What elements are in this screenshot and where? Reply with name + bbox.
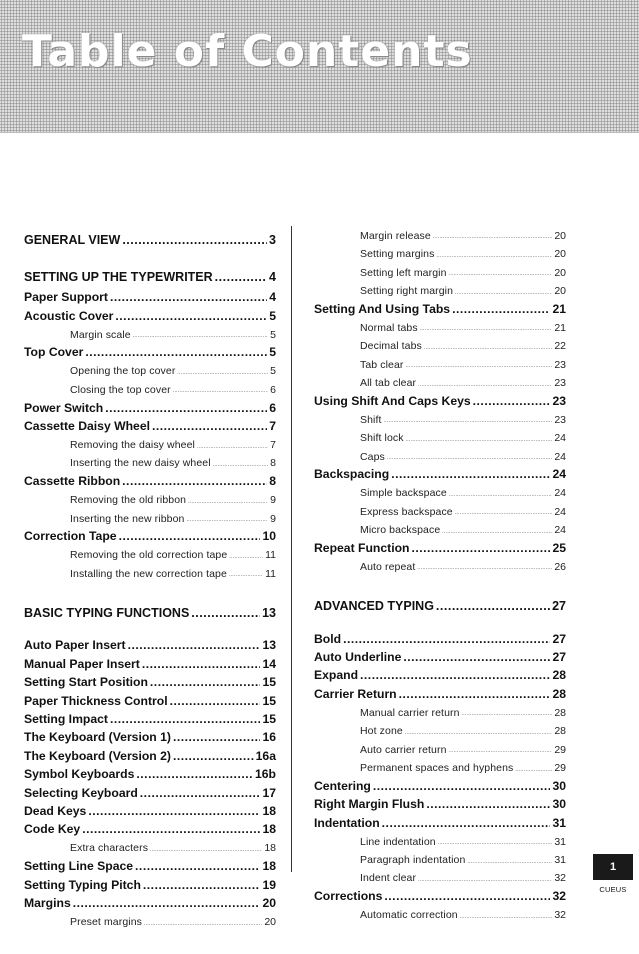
toc-left-column bbox=[24, 226, 276, 931]
toc-entry-label: The Keyboard (Version 2) bbox=[24, 748, 171, 763]
toc-entry-label: Caps bbox=[360, 450, 385, 463]
toc-entry-label: Auto Paper Insert bbox=[24, 638, 126, 653]
toc-head-entry bbox=[314, 777, 566, 795]
toc-head-entry bbox=[24, 636, 276, 654]
toc-sub-entry bbox=[314, 832, 566, 850]
toc-entry-page: 10 bbox=[262, 529, 276, 544]
dot-leader bbox=[418, 383, 552, 388]
toc-entry-label: BASIC TYPING FUNCTIONS bbox=[24, 605, 190, 620]
toc-entry-page: 15 bbox=[262, 712, 276, 726]
dot-leader bbox=[191, 607, 260, 620]
dot-leader bbox=[449, 493, 553, 498]
toc-head-entry bbox=[24, 894, 276, 912]
toc-entry-page: 11 bbox=[265, 567, 276, 580]
dot-leader bbox=[119, 530, 261, 542]
toc-sub-entry bbox=[314, 318, 566, 336]
toc-entry-label: Auto carrier return bbox=[360, 743, 447, 756]
toc-entry-label: Tab clear bbox=[360, 358, 404, 371]
toc-head-entry bbox=[24, 710, 276, 728]
toc-entry-label: Line indentation bbox=[360, 835, 436, 848]
toc-entry-page: 24 bbox=[554, 487, 566, 500]
dot-leader bbox=[515, 768, 552, 773]
toc-head-entry bbox=[24, 802, 276, 820]
dot-leader bbox=[418, 878, 552, 883]
toc-entry-page: 23 bbox=[552, 393, 566, 408]
toc-entry-page: 5 bbox=[269, 345, 276, 360]
toc-head-entry bbox=[24, 527, 276, 545]
toc-section-entry bbox=[24, 599, 276, 624]
toc-entry-label: Margin release bbox=[360, 229, 431, 242]
toc-entry-page: 8 bbox=[269, 474, 276, 489]
dot-leader bbox=[406, 438, 553, 443]
toc-entry-page: 24 bbox=[554, 432, 566, 445]
toc-section-entry bbox=[24, 263, 276, 288]
toc-entry-page: 4 bbox=[269, 269, 276, 284]
toc-entry-label: Manual carrier return bbox=[360, 706, 460, 719]
toc-sub-entry bbox=[24, 362, 276, 380]
dot-leader bbox=[360, 669, 550, 681]
toc-entry-label: Setting Impact bbox=[24, 712, 108, 726]
dot-leader bbox=[449, 749, 553, 754]
toc-sub-entry bbox=[314, 244, 566, 262]
toc-entry-label: Preset margins bbox=[70, 916, 143, 928]
toc-entry-page: 16 bbox=[262, 730, 276, 745]
section-tab-marker bbox=[593, 854, 633, 880]
toc-entry-label: Selecting Keyboard bbox=[24, 785, 138, 800]
toc-entry-page: 25 bbox=[552, 540, 566, 555]
toc-sub-entry bbox=[24, 435, 276, 453]
dot-leader bbox=[387, 456, 552, 461]
dot-leader bbox=[403, 651, 550, 663]
toc-entry-label: Removing the daisy wheel bbox=[70, 439, 195, 452]
toc-head-entry bbox=[314, 887, 566, 905]
dot-leader bbox=[436, 254, 552, 259]
toc-entry-label: Margin scale bbox=[70, 328, 131, 341]
toc-entry-label: Extra characters bbox=[70, 842, 149, 855]
toc-entry-page: 27 bbox=[552, 650, 566, 664]
toc-entry-label: SETTING UP THE TYPEWRITER bbox=[24, 269, 213, 284]
toc-sub-entry bbox=[314, 905, 566, 923]
toc-entry-label: Decimal tabs bbox=[360, 340, 422, 353]
dot-leader bbox=[110, 713, 260, 725]
toc-head-entry bbox=[314, 666, 566, 684]
page-title: Table of Contents bbox=[22, 26, 473, 77]
dot-leader bbox=[143, 879, 261, 891]
toc-head-entry bbox=[314, 465, 566, 483]
toc-entry-page: 23 bbox=[554, 413, 566, 426]
toc-sub-entry bbox=[314, 502, 566, 520]
toc-entry-label: Paper Thickness Control bbox=[24, 693, 168, 708]
toc-sub-entry bbox=[314, 703, 566, 721]
toc-entry-page: 5 bbox=[270, 365, 276, 378]
toc-entry-label: Paragraph indentation bbox=[360, 854, 466, 866]
toc-entry-label: Setting And Using Tabs bbox=[314, 301, 451, 316]
toc-sub-entry bbox=[314, 428, 566, 446]
toc-entry-label: Inserting the new ribbon bbox=[70, 512, 185, 525]
toc-entry-label: Paper Support bbox=[24, 290, 108, 305]
dot-leader bbox=[105, 402, 267, 414]
toc-entry-label: Cassette Daisy Wheel bbox=[24, 418, 150, 433]
dot-leader bbox=[452, 303, 550, 315]
dot-leader bbox=[373, 780, 551, 792]
dot-leader bbox=[405, 731, 552, 736]
toc-entry-page: 19 bbox=[262, 877, 276, 892]
toc-head-entry bbox=[314, 300, 566, 318]
dot-leader bbox=[128, 639, 261, 651]
toc-entry-label: Setting Start Position bbox=[24, 675, 148, 690]
toc-entry-page: 15 bbox=[262, 693, 276, 708]
toc-entry-label: Closing the top cover bbox=[70, 383, 171, 396]
toc-entry-label: Centering bbox=[314, 778, 371, 793]
dot-leader bbox=[173, 389, 268, 394]
toc-entry-page: 31 bbox=[552, 815, 566, 830]
toc-entry-page: 8 bbox=[270, 457, 276, 470]
toc-sub-entry bbox=[24, 509, 276, 527]
dot-leader bbox=[110, 291, 267, 303]
dot-leader bbox=[438, 841, 553, 846]
toc-sub-entry bbox=[314, 520, 566, 538]
toc-entry-page: 20 bbox=[554, 248, 566, 261]
dot-leader bbox=[88, 805, 260, 817]
dot-leader bbox=[391, 468, 550, 480]
toc-sub-entry bbox=[314, 336, 566, 354]
section-tab-label: CUEUS bbox=[599, 885, 627, 894]
toc-entry-page: 18 bbox=[262, 803, 276, 818]
toc-entry-label: Simple backspace bbox=[360, 487, 447, 500]
dot-leader bbox=[406, 364, 553, 369]
dot-leader bbox=[173, 750, 254, 762]
dot-leader bbox=[150, 676, 261, 688]
toc-entry-page: 5 bbox=[269, 308, 276, 323]
toc-head-entry bbox=[24, 417, 276, 435]
toc-entry-label: Shift bbox=[360, 413, 382, 426]
toc-entry-label: Removing the old correction tape bbox=[70, 549, 228, 562]
toc-sub-entry bbox=[314, 740, 566, 758]
toc-entry-page: 6 bbox=[270, 383, 276, 396]
toc-entry-label: Opening the top cover bbox=[70, 365, 176, 378]
column-divider bbox=[291, 226, 292, 872]
toc-head-entry bbox=[24, 747, 276, 765]
dot-leader bbox=[144, 922, 262, 927]
dot-leader bbox=[213, 463, 269, 468]
toc-head-entry bbox=[24, 875, 276, 893]
dot-leader bbox=[197, 445, 268, 450]
toc-head-entry bbox=[24, 820, 276, 838]
toc-entry-page: 31 bbox=[554, 854, 566, 866]
toc-entry-label: Removing the old ribbon bbox=[70, 494, 187, 507]
dot-leader bbox=[135, 860, 260, 872]
toc-sub-entry bbox=[314, 447, 566, 465]
toc-entry-page: 23 bbox=[554, 358, 566, 371]
toc-entry-page: 11 bbox=[265, 549, 276, 562]
toc-sub-entry bbox=[314, 483, 566, 501]
toc-head-entry bbox=[24, 765, 276, 783]
dot-leader bbox=[473, 395, 551, 407]
toc-entry-page: 24 bbox=[552, 467, 566, 482]
toc-entry-label: Symbol Keyboards bbox=[24, 767, 135, 782]
toc-entry-label: Setting margins bbox=[360, 248, 435, 261]
dot-leader bbox=[122, 475, 267, 487]
toc-sub-entry bbox=[314, 758, 566, 776]
toc-entry-page: 24 bbox=[554, 524, 566, 537]
toc-entry-page: 20 bbox=[554, 266, 566, 279]
toc-entry-label: Repeat Function bbox=[314, 540, 410, 555]
toc-entry-label: Express backspace bbox=[360, 505, 453, 518]
dot-leader bbox=[467, 860, 552, 865]
dot-leader bbox=[186, 518, 268, 523]
dot-leader bbox=[115, 310, 267, 322]
dot-leader bbox=[133, 334, 268, 339]
toc-head-entry bbox=[314, 629, 566, 647]
dot-leader bbox=[384, 419, 553, 424]
toc-entry-label: Normal tabs bbox=[360, 321, 418, 334]
toc-entry-page: 14 bbox=[262, 656, 276, 671]
toc-entry-page: 29 bbox=[554, 743, 566, 756]
toc-entry-page: 20 bbox=[264, 916, 276, 928]
toc-entry-page: 20 bbox=[554, 285, 566, 298]
toc-sub-entry bbox=[314, 226, 566, 244]
toc-entry-label: Bold bbox=[314, 631, 342, 646]
toc-sub-entry bbox=[314, 263, 566, 281]
toc-entry-page: 5 bbox=[270, 328, 276, 341]
toc-entry-page: 27 bbox=[552, 598, 566, 613]
dot-leader bbox=[420, 327, 553, 332]
dot-leader bbox=[73, 897, 261, 909]
toc-entry-label: ADVANCED TYPING bbox=[314, 598, 434, 613]
toc-entry-label: Code Key bbox=[24, 822, 81, 837]
toc-entry-label: Expand bbox=[314, 668, 359, 683]
toc-entry-page: 22 bbox=[554, 340, 566, 353]
dot-leader bbox=[455, 511, 553, 516]
toc-entry-label: Indent clear bbox=[360, 872, 417, 885]
dot-leader bbox=[455, 291, 552, 296]
dot-leader bbox=[436, 600, 550, 613]
toc-sub-entry bbox=[24, 325, 276, 343]
toc-entry-page: 7 bbox=[269, 418, 276, 433]
toc-entry-page: 16a bbox=[255, 748, 276, 763]
toc-entry-label: Acoustic Cover bbox=[24, 308, 114, 323]
toc-entry-label: Right Margin Flush bbox=[314, 797, 425, 812]
toc-entry-label: Automatic correction bbox=[360, 909, 458, 922]
toc-sub-entry bbox=[24, 564, 276, 582]
toc-sub-entry bbox=[314, 557, 566, 575]
dot-leader bbox=[462, 712, 553, 717]
toc-sub-entry bbox=[24, 380, 276, 398]
dot-leader bbox=[152, 420, 267, 432]
toc-entry-page: 31 bbox=[554, 835, 566, 848]
toc-entry-label: Permanent spaces and hyphens bbox=[360, 762, 514, 775]
toc-head-entry bbox=[24, 472, 276, 490]
toc-entry-page: 16b bbox=[254, 767, 276, 782]
dot-leader bbox=[136, 768, 253, 780]
toc-head-entry bbox=[24, 691, 276, 709]
toc-head-entry bbox=[24, 728, 276, 746]
toc-entry-label: Auto repeat bbox=[360, 560, 416, 573]
toc-entry-page: 4 bbox=[269, 290, 276, 305]
toc-entry-label: Indentation bbox=[314, 815, 380, 830]
dot-leader bbox=[85, 346, 267, 358]
dot-leader bbox=[82, 823, 260, 835]
toc-section-entry bbox=[24, 226, 276, 251]
toc-entry-page: 20 bbox=[554, 229, 566, 242]
toc-head-entry bbox=[24, 288, 276, 306]
dot-leader bbox=[411, 542, 550, 554]
toc-entry-page: 18 bbox=[262, 822, 276, 837]
toc-entry-page: 30 bbox=[552, 778, 566, 793]
toc-entry-page: 15 bbox=[262, 675, 276, 690]
toc-entry-page: 28 bbox=[554, 725, 566, 738]
toc-entry-page: 28 bbox=[552, 686, 566, 701]
dot-leader bbox=[433, 235, 552, 240]
toc-head-entry bbox=[24, 673, 276, 691]
toc-entry-page: 9 bbox=[270, 512, 276, 525]
toc-head-entry bbox=[314, 539, 566, 557]
toc-entry-label: Carrier Return bbox=[314, 686, 397, 701]
toc-entry-page: 23 bbox=[554, 377, 566, 390]
toc-entry-page: 13 bbox=[262, 638, 276, 653]
toc-entry-page: 26 bbox=[554, 560, 566, 573]
toc-entry-label: Setting right margin bbox=[360, 285, 454, 298]
dot-leader bbox=[399, 688, 551, 700]
dot-leader bbox=[122, 234, 267, 247]
toc-entry-label: Hot zone bbox=[360, 725, 403, 738]
toc-entry-page: 21 bbox=[552, 301, 566, 316]
toc-sub-entry bbox=[24, 839, 276, 857]
toc-head-entry bbox=[314, 392, 566, 410]
toc-sub-entry bbox=[24, 912, 276, 930]
toc-entry-label: Using Shift And Caps Keys bbox=[314, 393, 471, 408]
toc-entry-page: 21 bbox=[554, 321, 566, 334]
dot-leader bbox=[173, 731, 260, 743]
dot-leader bbox=[460, 915, 553, 920]
toc-head-entry bbox=[24, 857, 276, 875]
toc-entry-label: Top Cover bbox=[24, 345, 84, 360]
toc-entry-label: Margins bbox=[24, 895, 71, 910]
toc-sub-entry bbox=[314, 850, 566, 868]
toc-entry-page: 13 bbox=[262, 605, 276, 620]
toc-entry-page: 28 bbox=[552, 668, 566, 683]
toc-entry-page: 32 bbox=[554, 909, 566, 922]
toc-entry-label: Auto Underline bbox=[314, 650, 402, 664]
toc-entry-label: Dead Keys bbox=[24, 803, 87, 818]
toc-entry-label: Manual Paper Insert bbox=[24, 656, 140, 671]
dot-leader bbox=[417, 566, 552, 571]
toc-entry-page: 24 bbox=[554, 450, 566, 463]
toc-entry-label: All tab clear bbox=[360, 377, 417, 390]
toc-sub-entry bbox=[314, 281, 566, 299]
toc-head-entry bbox=[24, 306, 276, 324]
toc-entry-label: Corrections bbox=[314, 889, 383, 904]
toc-head-entry bbox=[314, 685, 566, 703]
toc-entry-label: Shift lock bbox=[360, 432, 404, 445]
toc-entry-page: 27 bbox=[552, 631, 566, 646]
dot-leader bbox=[215, 271, 267, 284]
toc-head-entry bbox=[24, 343, 276, 361]
toc-sub-entry bbox=[314, 355, 566, 373]
toc-section-entry bbox=[314, 592, 566, 617]
toc-entry-label: Backspacing bbox=[314, 467, 390, 482]
dot-leader bbox=[140, 787, 261, 799]
toc-entry-page: 18 bbox=[262, 859, 276, 874]
toc-sub-entry bbox=[24, 490, 276, 508]
toc-entry-page: 17 bbox=[262, 785, 276, 800]
toc-entry-label: Micro backspace bbox=[360, 524, 441, 537]
toc-entry-page: 29 bbox=[554, 762, 566, 775]
toc-entry-label: Correction Tape bbox=[24, 529, 117, 544]
toc-entry-label: Cassette Ribbon bbox=[24, 474, 121, 489]
toc-right-column bbox=[314, 226, 566, 924]
dot-leader bbox=[188, 500, 268, 505]
dot-leader bbox=[229, 555, 263, 560]
title-banner bbox=[0, 0, 639, 133]
toc-sub-entry bbox=[314, 721, 566, 739]
dot-leader bbox=[442, 530, 552, 535]
dot-leader bbox=[177, 371, 268, 376]
toc-entry-page: 18 bbox=[264, 842, 276, 855]
toc-head-entry bbox=[24, 783, 276, 801]
dot-leader bbox=[384, 890, 550, 902]
toc-entry-label: Setting Typing Pitch bbox=[24, 877, 141, 892]
toc-entry-label: Setting left margin bbox=[360, 266, 447, 279]
toc-head-entry bbox=[24, 398, 276, 416]
toc-entry-label: Installing the new correction tape bbox=[70, 567, 227, 580]
toc-entry-page: 6 bbox=[269, 400, 276, 415]
toc-entry-page: 20 bbox=[262, 895, 276, 910]
toc-entry-page: 3 bbox=[269, 232, 276, 247]
toc-entry-page: 24 bbox=[554, 505, 566, 518]
toc-head-entry bbox=[314, 813, 566, 831]
dot-leader bbox=[150, 848, 262, 853]
dot-leader bbox=[229, 573, 263, 578]
toc-entry-page: 32 bbox=[552, 889, 566, 904]
dot-leader bbox=[142, 658, 261, 670]
dot-leader bbox=[343, 633, 550, 645]
toc-sub-entry bbox=[314, 373, 566, 391]
dot-leader bbox=[382, 817, 551, 829]
toc-entry-label: GENERAL VIEW bbox=[24, 232, 121, 247]
toc-entry-label: The Keyboard (Version 1) bbox=[24, 730, 171, 745]
toc-entry-page: 7 bbox=[270, 439, 276, 452]
dot-leader bbox=[426, 798, 550, 810]
toc-entry-page: 30 bbox=[552, 797, 566, 812]
toc-sub-entry bbox=[24, 545, 276, 563]
toc-entry-page: 28 bbox=[554, 706, 566, 719]
toc-sub-entry bbox=[314, 869, 566, 887]
section-tab-number: 1 bbox=[609, 861, 617, 873]
toc-head-entry bbox=[314, 795, 566, 813]
toc-entry-label: Inserting the new daisy wheel bbox=[70, 457, 211, 470]
toc-head-entry bbox=[24, 655, 276, 673]
dot-leader bbox=[424, 346, 552, 351]
toc-entry-page: 32 bbox=[554, 872, 566, 885]
toc-entry-page: 9 bbox=[270, 494, 276, 507]
dot-leader bbox=[170, 695, 261, 707]
toc-entry-label: Power Switch bbox=[24, 400, 104, 415]
toc-entry-label: Setting Line Space bbox=[24, 859, 134, 874]
toc-sub-entry bbox=[24, 454, 276, 472]
toc-sub-entry bbox=[314, 410, 566, 428]
toc-head-entry bbox=[314, 648, 566, 666]
dot-leader bbox=[449, 272, 553, 277]
